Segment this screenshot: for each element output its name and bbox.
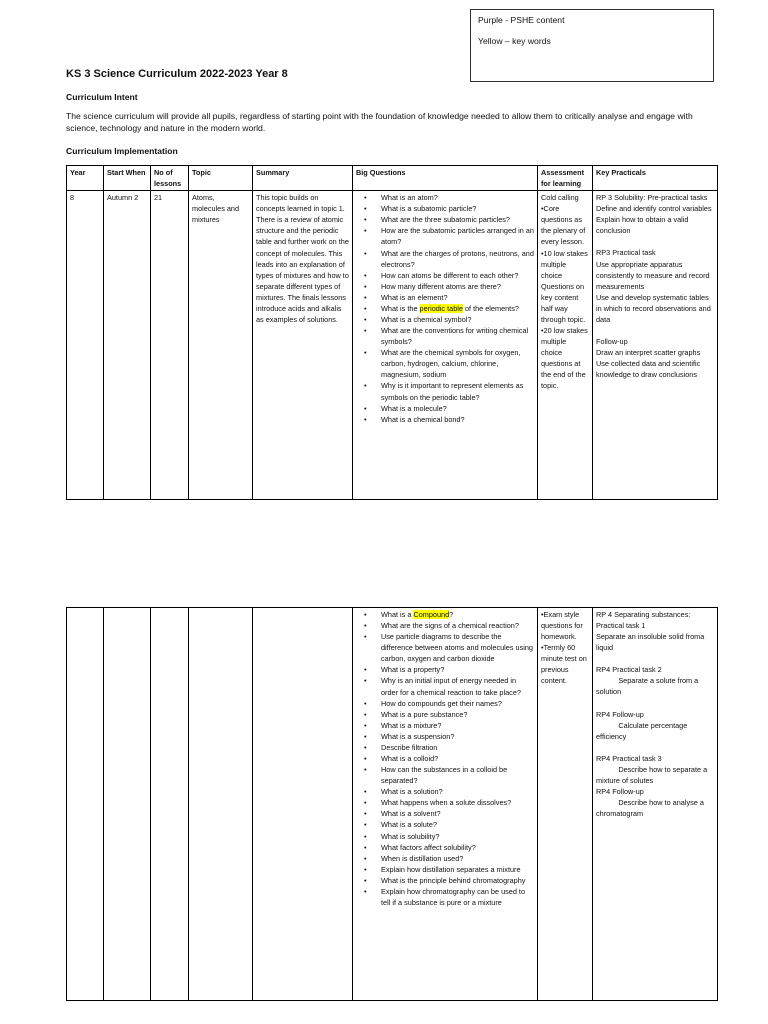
key-yellow: Yellow – key words xyxy=(478,35,551,46)
cell-assessment: Cold calling •Core questions as the plenary of every lesson. •10 low stakes multiple choice Questions on key content half way through topic. •20 low stakes multiple choice questions at the end of the topic. xyxy=(538,191,593,500)
cell-summary xyxy=(253,608,353,1001)
list-item: • Why is it important to represent elements as symbols on the periodic table? xyxy=(356,380,534,402)
intent-paragraph: The science curriculum will provide all pupils, regardless of starting point with the foundation of knowledge needed to allow them to critically analyse and engage with science, technology and nature in the modern world. xyxy=(66,111,693,134)
list-item: • What are the conventions for writing chemical symbols? xyxy=(356,325,534,347)
spacer xyxy=(596,742,714,753)
table-row xyxy=(67,608,718,1001)
header-key-practicals: Key Practicals xyxy=(593,166,718,191)
list-item: • What happens when a solute dissolves? xyxy=(356,797,534,808)
cell-key-practicals xyxy=(593,191,718,500)
table-row xyxy=(67,191,718,500)
cell-big-questions xyxy=(353,191,538,500)
header-assessment: Assessment for learning xyxy=(538,166,593,191)
list-item: • What is a pure substance? xyxy=(356,709,534,720)
curriculum-table-continued xyxy=(66,607,718,1001)
practical-line: Describe how to analyse a chromatogram xyxy=(596,798,706,819)
table-header-row xyxy=(67,166,718,191)
list-item: • How many different atoms are there? xyxy=(356,281,534,292)
list-item: • What is a mixture? xyxy=(356,720,534,731)
list-item: • What is the principle behind chromatography xyxy=(356,875,534,886)
cell-big-questions xyxy=(353,608,538,1001)
list-item: • What is a molecule? xyxy=(356,403,534,414)
practical-line: Define and identify control variables xyxy=(596,204,712,214)
list-item: • What is a solute? xyxy=(356,819,534,830)
list-item: • What is a Compound? xyxy=(356,609,534,620)
intent-heading: Curriculum Intent xyxy=(66,92,138,102)
practical-line: RP4 Practical task 3 xyxy=(596,753,662,763)
practical-line: Describe how to separate a mixture of solutes xyxy=(596,764,710,785)
cell-start: Autumn 2 xyxy=(104,191,151,500)
cell-topic: Atoms, molecules and mixtures xyxy=(189,191,253,500)
curriculum-table xyxy=(66,165,718,500)
cell-lessons: 21 xyxy=(151,191,189,500)
list-item: • What are the chemical symbols for oxygen, carbon, hydrogen, calcium, chlorine, magnesium, sodium xyxy=(356,347,534,380)
list-item: • How do compounds get their names? xyxy=(356,698,534,709)
practical-line: Follow-up xyxy=(596,337,628,347)
list-item: • When is distillation used? xyxy=(356,853,534,864)
big-questions-list xyxy=(356,609,534,908)
practical-line: Calculate percentage efficiency xyxy=(596,720,690,741)
header-summary: Summary xyxy=(253,166,353,191)
practical-line: RP 4 Separating substances: Practical task 1 xyxy=(596,610,693,631)
practical-line: Draw an interpret scatter graphs xyxy=(596,348,701,358)
cell-assessment: •Exam style questions for homework. •Termly 60 minute test on previous content. xyxy=(538,608,593,1001)
list-item: • What is a solvent? xyxy=(356,808,534,819)
big-questions-list xyxy=(356,192,534,425)
cell-summary: This topic builds on concepts learned in topic 1. There is a review of atomic structure and the periodic table and further work on the concept of molecules. This leads into an explanation of types of mixtures and how to separate different types of mixtures. The finals lessons introduce acids and alkalis as examples of solutions. xyxy=(253,191,353,500)
list-item: • Explain how distillation separates a mixture xyxy=(356,864,534,875)
cell-key-practicals xyxy=(593,608,718,1001)
list-item: • How can atoms be different to each other? xyxy=(356,270,534,281)
practical-line: RP 3 Solubility: Pre-practical tasks xyxy=(596,193,708,203)
list-item: • What is a property? xyxy=(356,664,534,675)
list-item: • Explain how chromatography can be used to tell if a substance is pure or a mixture xyxy=(356,886,534,908)
list-item: • What is a chemical symbol? xyxy=(356,314,534,325)
header-big-questions: Big Questions xyxy=(353,166,538,191)
list-item: • What is solubility? xyxy=(356,831,534,842)
list-item: • What is a suspension? xyxy=(356,731,534,742)
key-word-highlight: periodic table xyxy=(419,303,463,313)
spacer xyxy=(596,698,714,709)
key-word-highlight: Compound xyxy=(413,610,450,619)
header-start: Start When xyxy=(104,166,151,191)
list-item: • What is a colloid? xyxy=(356,753,534,764)
cell-year xyxy=(67,608,104,1001)
list-item: • What is a subatomic particle? xyxy=(356,203,534,214)
list-item: • What is a chemical bond? xyxy=(356,414,534,425)
header-lessons: No of lessons xyxy=(151,166,189,191)
spacer xyxy=(596,653,714,664)
header-year: Year xyxy=(67,166,104,191)
list-item: • What are the charges of protons, neutrons, and electrons? xyxy=(356,248,534,270)
list-item: • Why is an initial input of energy needed in order for a chemical reaction to take place? xyxy=(356,675,534,697)
practical-line: Use appropriate apparatus consistently to measure and record measurements xyxy=(596,259,712,291)
list-item: • What is an atom? xyxy=(356,192,534,203)
colour-key-box xyxy=(470,9,714,82)
practical-line: RP4 Practical task 2 xyxy=(596,665,662,675)
practical-line: Separate a solute from a solution xyxy=(596,676,701,697)
list-item: • What factors affect solubility? xyxy=(356,842,534,853)
page-title: KS 3 Science Curriculum 2022-2023 Year 8 xyxy=(66,68,288,80)
practical-line: Use collected data and scientific knowledge to draw conclusions xyxy=(596,359,703,380)
list-item: • What is an element? xyxy=(356,292,534,303)
cell-year: 8 xyxy=(67,191,104,500)
practical-line: RP4 Follow-up xyxy=(596,709,644,719)
list-item: • What are the signs of a chemical reaction? xyxy=(356,620,534,631)
practical-line: RP4 Follow-up xyxy=(596,787,644,797)
list-item: • What is the periodic table of the elements? xyxy=(356,303,534,314)
cell-lessons xyxy=(151,608,189,1001)
implementation-heading: Curriculum Implementation xyxy=(66,146,178,156)
practical-line: RP3 Practical task xyxy=(596,248,656,258)
list-item: • How are the subatomic particles arranged in an atom? xyxy=(356,225,534,247)
list-item: • Describe filtration xyxy=(356,742,534,753)
header-topic: Topic xyxy=(189,166,253,191)
spacer xyxy=(596,325,714,336)
practical-line: Explain how to obtain a valid conclusion xyxy=(596,215,691,236)
practical-line: Use and develop systematic tables in which to record observations and data xyxy=(596,292,713,324)
cell-start xyxy=(104,608,151,1001)
list-item: • What are the three subatomic particles? xyxy=(356,214,534,225)
key-purple: Purple - PSHE content xyxy=(478,15,565,25)
list-item: • Use particle diagrams to describe the difference between atoms and molecules using carbon, oxygen and carbon dioxide xyxy=(356,631,534,664)
list-item: • How can the substances in a colloid be separated? xyxy=(356,764,534,786)
list-item: • What is a solution? xyxy=(356,786,534,797)
cell-topic xyxy=(189,608,253,1001)
spacer xyxy=(596,236,714,247)
practical-line: Separate an insoluble solid froma liquid xyxy=(596,632,707,653)
